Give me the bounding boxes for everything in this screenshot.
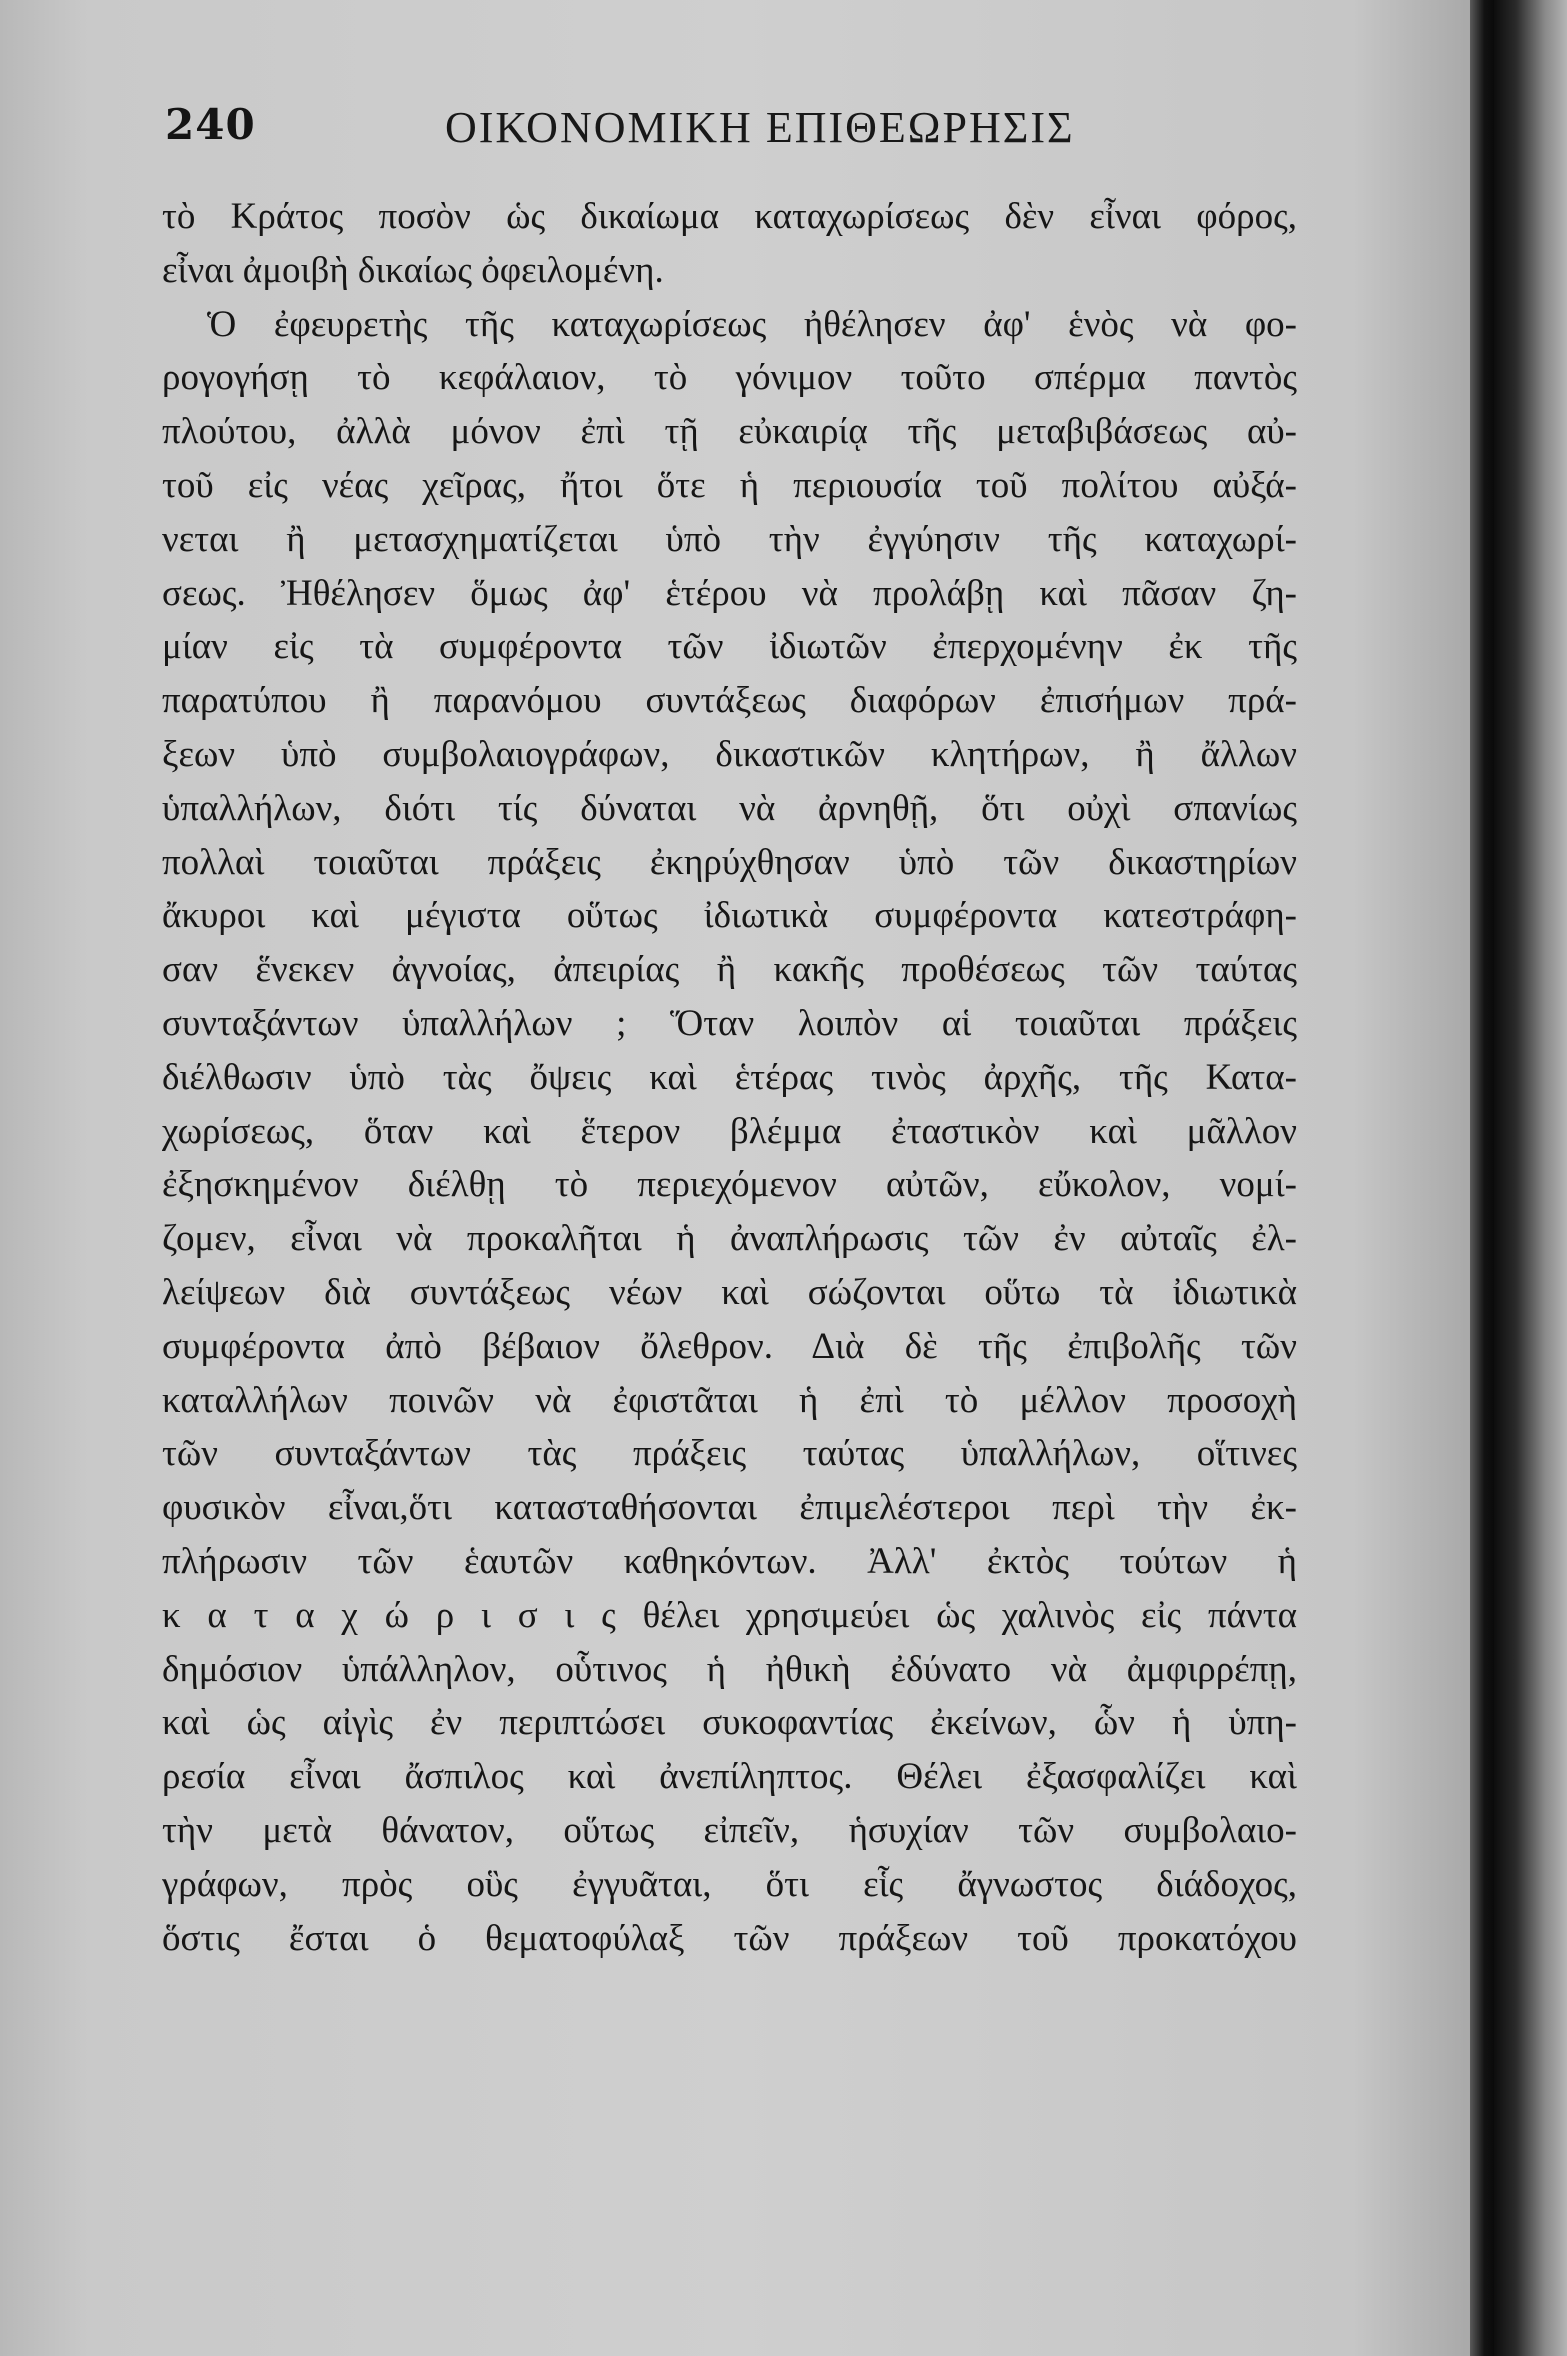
- text-line: συμφέροντα ἀπὸ βέβαιον ὄλεθρον. Διὰ δὲ τῆς ἐπιβολῆς τῶν: [162, 1325, 1297, 1367]
- text-line: πλούτου, ἀλλὰ μόνον ἐπὶ τῇ εὐκαιρίᾳ τῆς μεταβιβάσεως αὐ-: [162, 411, 1297, 453]
- page-number: 240: [165, 100, 256, 149]
- book-gutter-shadow: [1470, 0, 1494, 2356]
- text-line: χωρίσεως, ὅταν καὶ ἕτερον βλέμμα ἐταστικὸν καὶ μᾶλλον: [162, 1110, 1297, 1152]
- text-line: ξεων ὑπὸ συμβολαιογράφων, δικαστικῶν κλητήρων, ἢ ἄλλων: [162, 733, 1297, 775]
- text-line: ζομεν, εἶναι νὰ προκαλῆται ἡ ἀναπλήρωσις τῶν ἐν αὐταῖς ἐλ-: [162, 1218, 1297, 1260]
- text-line: φυσικὸν εἶναι,ὅτι κατασταθήσονται ἐπιμελέστεροι περὶ τὴν ἐκ-: [162, 1487, 1297, 1529]
- text-line: νεται ἢ μετασχηματίζεται ὑπὸ τὴν ἐγγύησιν τῆς καταχωρί-: [162, 518, 1297, 560]
- page-header: [165, 100, 1305, 160]
- next-page-edge: [1494, 0, 1567, 2356]
- text-line: τῶν συνταξάντων τὰς πράξεις ταύτας ὑπαλλήλων, οἵτινες: [162, 1433, 1297, 1475]
- running-title: ΟΙΚΟΝΟΜΙΚΗ ΕΠΙΘΕΩΡΗΣΙΣ: [445, 103, 1075, 152]
- text-line: ἄκυροι καὶ μέγιστα οὕτως ἰδιωτικὰ συμφέροντα κατεστράφη-: [162, 895, 1297, 937]
- text-line: τὴν μετὰ θάνατον, οὕτως εἰπεῖν, ἡσυχίαν τῶν συμβολαιο-: [162, 1809, 1297, 1851]
- text-line: πολλαὶ τοιαῦται πράξεις ἐκηρύχθησαν ὑπὸ τῶν δικαστηρίων: [162, 841, 1297, 883]
- text-line: δημόσιον ὑπάλληλον, οὗτινος ἡ ἠθικὴ ἐδύνατο νὰ ἀμφιρρέπῃ,: [162, 1648, 1297, 1690]
- text-line: γράφων, πρὸς οὓς ἐγγυᾶται, ὅτι εἷς ἄγνωστος διάδοχος,: [162, 1863, 1297, 1905]
- text-line: παρατύπου ἢ παρανόμου συντάξεως διαφόρων ἐπισήμων πρά-: [162, 680, 1297, 722]
- text-line: ἐξησκημένον διέλθῃ τὸ περιεχόμενον αὐτῶν, εὔκολον, νομί-: [162, 1164, 1297, 1206]
- text-line: εἶναι ἀμοιβὴ δικαίως ὀφειλομένη.: [162, 249, 664, 291]
- text-line: καταλλήλων ποινῶν νὰ ἐφιστᾶται ἡ ἐπὶ τὸ μέλλον προσοχὴ: [162, 1379, 1297, 1421]
- text-line: ὑπαλλήλων, διότι τίς δύναται νὰ ἀρνηθῇ, ὅτι οὐχὶ σπανίως: [162, 787, 1297, 829]
- text-line: τοῦ εἰς νέας χεῖρας, ἤτοι ὅτε ἡ περιουσία τοῦ πολίτου αὐξά-: [162, 464, 1297, 506]
- text-line: ρογογήσῃ τὸ κεφάλαιον, τὸ γόνιμον τοῦτο σπέρμα παντὸς: [162, 357, 1297, 399]
- text-line: σεως. Ἠθέλησεν ὅμως ἀφ' ἑτέρου νὰ προλάβῃ καὶ πᾶσαν ζη-: [162, 572, 1297, 614]
- text-line: πλήρωσιν τῶν ἑαυτῶν καθηκόντων. Ἀλλ' ἐκτὸς τούτων ἡ: [162, 1540, 1297, 1582]
- text-line: καὶ ὡς αἰγὶς ἐν περιπτώσει συκοφαντίας ἐκείνων, ὧν ἡ ὑπη-: [162, 1702, 1297, 1744]
- text-line: διέλθωσιν ὑπὸ τὰς ὄψεις καὶ ἑτέρας τινὸς ἀρχῆς, τῆς Κατα-: [162, 1056, 1297, 1098]
- text-line: σαν ἕνεκεν ἀγνοίας, ἀπειρίας ἢ κακῆς προθέσεως τῶν ταύτας: [162, 949, 1297, 991]
- text-line: τὸ Κράτος ποσὸν ὡς δικαίωμα καταχωρίσεως δὲν εἶναι φόρος,: [162, 196, 1297, 237]
- text-line: ὅστις ἔσται ὁ θεματοφύλαξ τῶν πράξεων τοῦ προκατόχου: [162, 1917, 1297, 1959]
- body-text: [162, 190, 1297, 1965]
- text-line: λείψεων διὰ συντάξεως νέων καὶ σώζονται οὕτω τὰ ἰδιωτικὰ: [162, 1271, 1297, 1313]
- text-line: μίαν εἰς τὰ συμφέροντα τῶν ἰδιωτῶν ἐπερχομένην ἐκ τῆς: [162, 626, 1297, 668]
- text-line: Ὁ ἐφευρετὴς τῆς καταχωρίσεως ἠθέλησεν ἀφ' ἑνὸς νὰ φο-: [207, 303, 1297, 345]
- text-line: συνταξάντων ὑπαλλήλων ; Ὅταν λοιπὸν αἱ τοιαῦται πράξεις: [162, 1002, 1297, 1044]
- text-line: ρεσία εἶναι ἄσπιλος καὶ ἀνεπίληπτος. Θέλει ἐξασφαλίζει καὶ: [162, 1756, 1297, 1798]
- text-line: κ α τ α χ ώ ρ ι σ ι ς θέλει χρησιμεύει ὡς χαλινὸς εἰς πάντα: [162, 1594, 1297, 1636]
